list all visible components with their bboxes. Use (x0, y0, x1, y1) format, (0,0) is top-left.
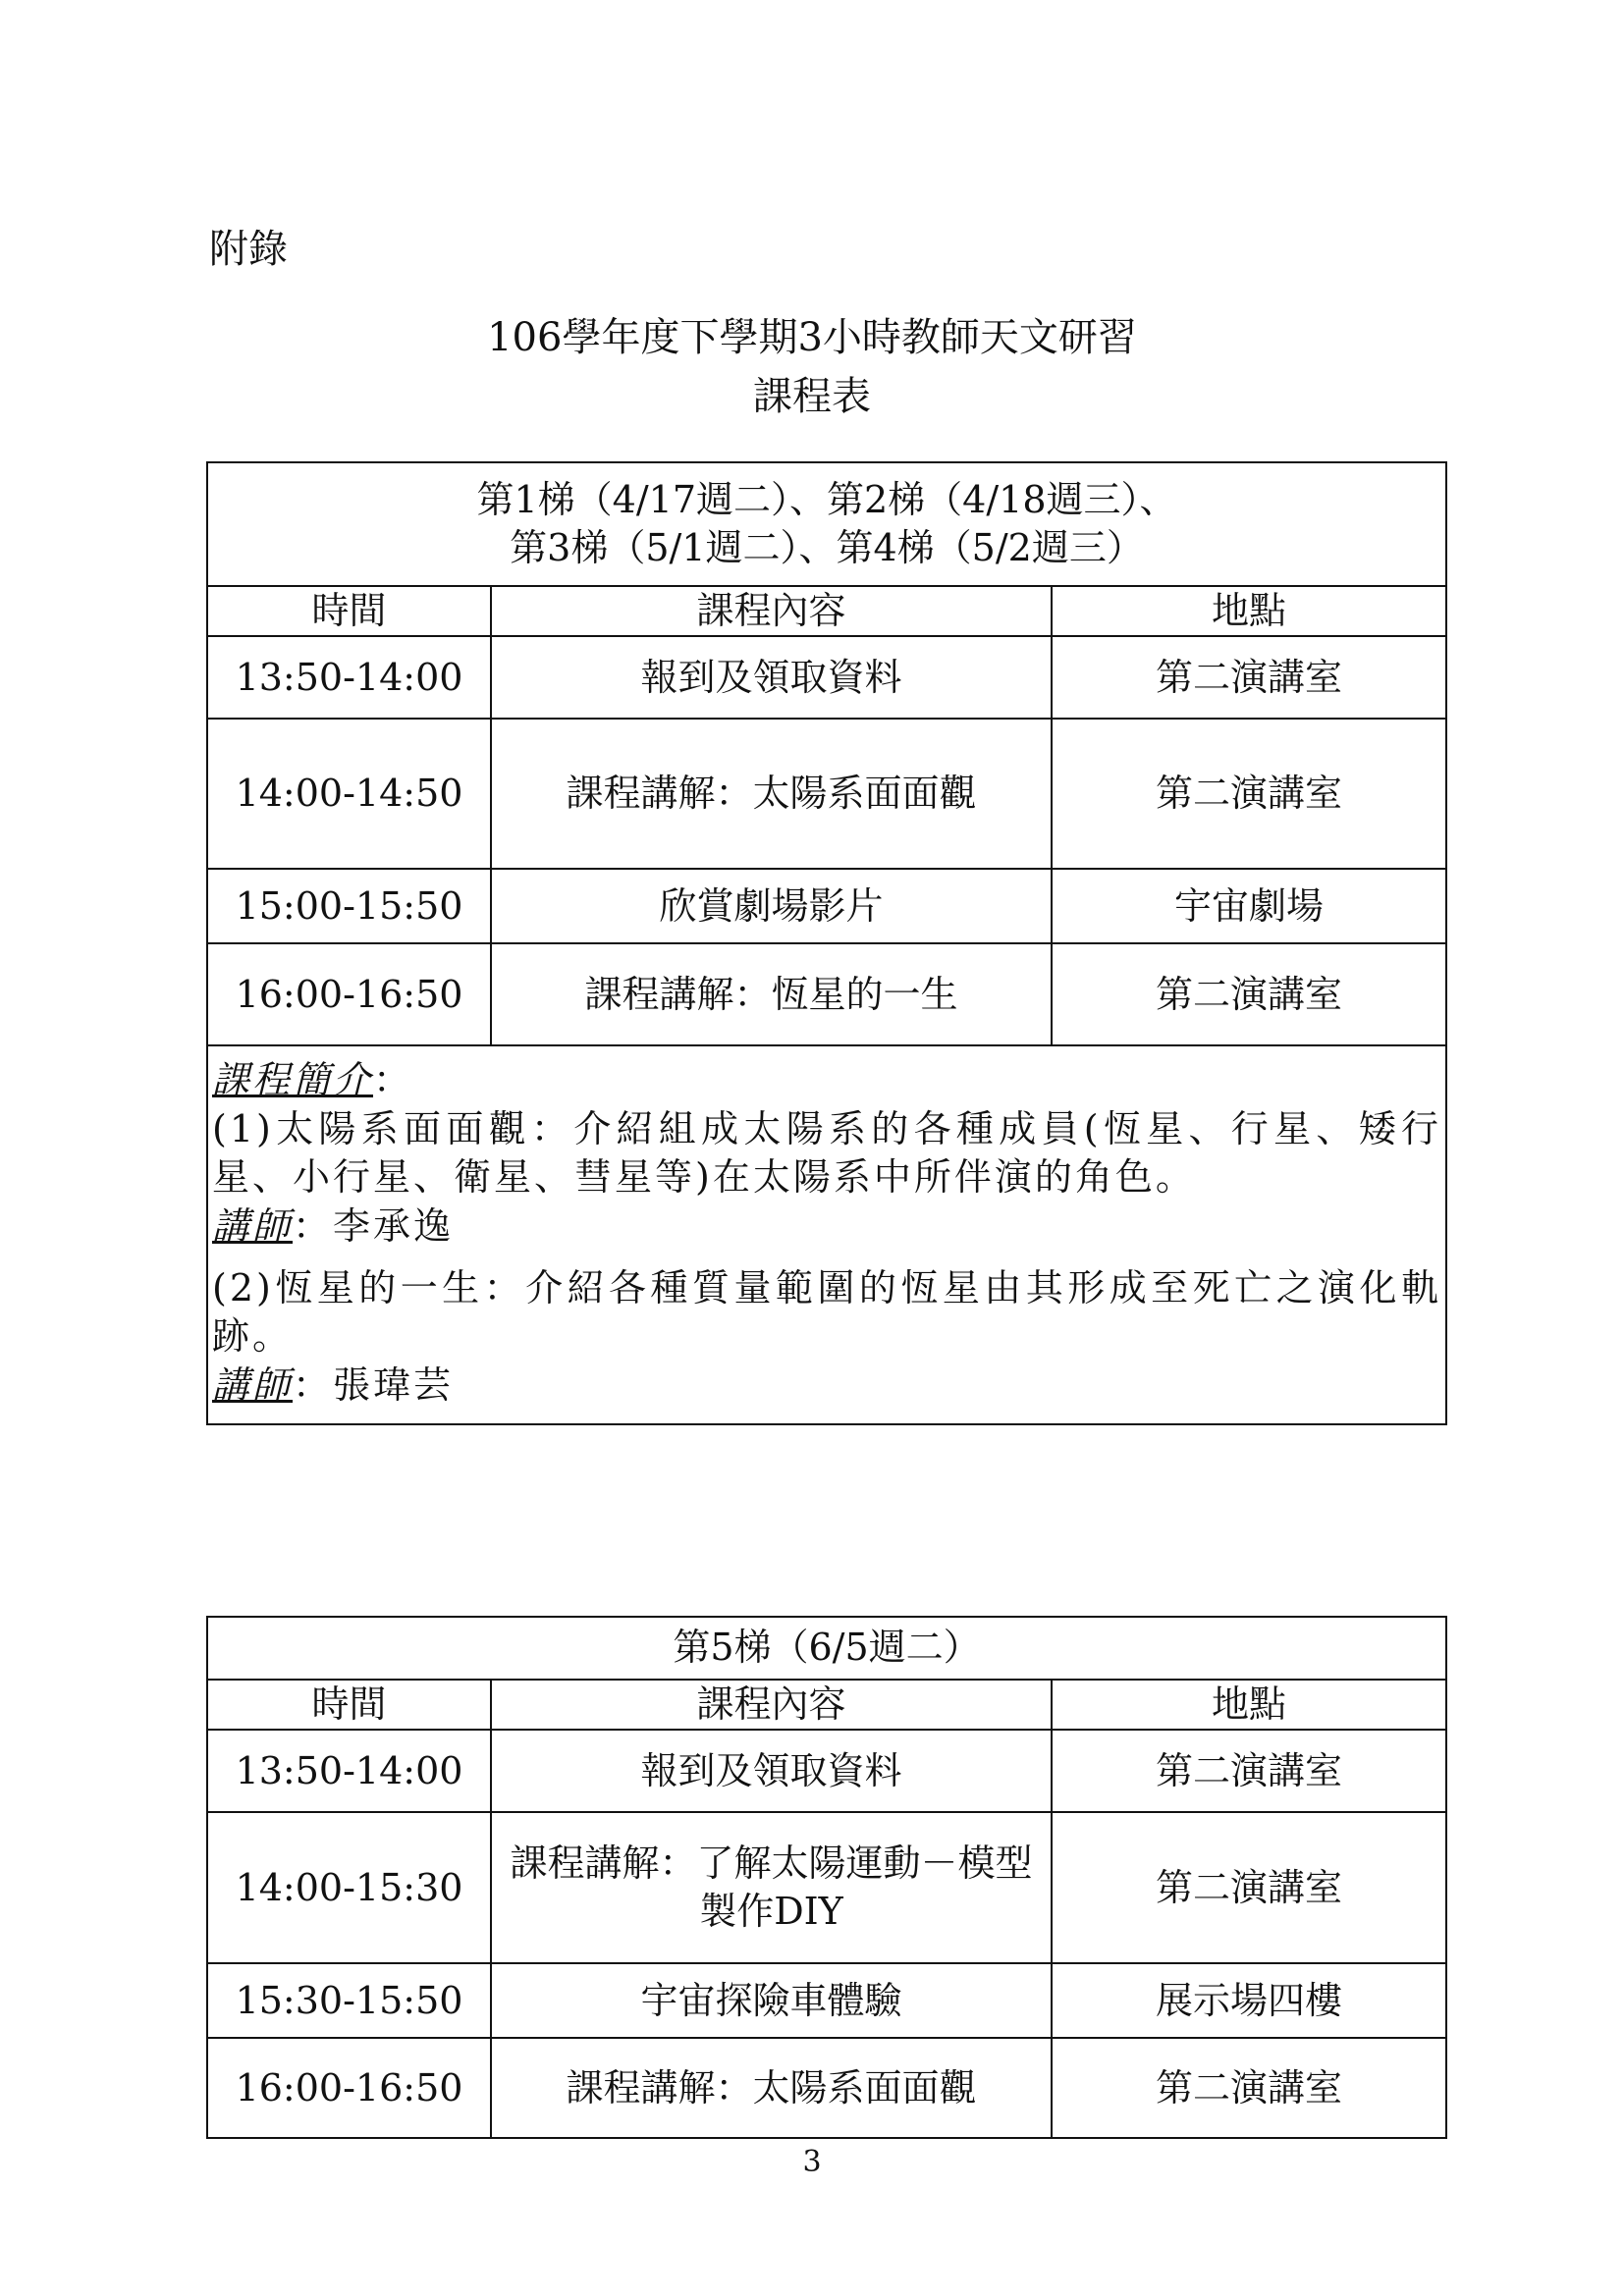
time-cell: 15:00-15:50 (207, 869, 491, 943)
appendix-label: 附錄 (209, 227, 288, 272)
session-header-line2: 第3梯（5/1週二）、第4梯（5/2週三） (510, 526, 1144, 569)
content-cell: 報到及領取資料 (491, 1730, 1052, 1812)
course-intro-row (207, 1045, 1446, 1424)
place-cell: 第二演講室 (1052, 1812, 1446, 1963)
time-cell: 13:50-14:00 (207, 636, 491, 719)
document-subtitle: 課程表 (753, 374, 871, 419)
intro-item-1: (1)太陽系面面觀：介紹組成太陽系的各種成員(恆星、行星、矮行星、小行星、衛星、彗星等)在太陽系中所伴演的角色。 (212, 1106, 1441, 1200)
content-line: 課程講解：了解太陽運動－模型 (510, 1842, 1033, 1885)
table-row (207, 636, 1446, 719)
table-row (207, 1812, 1446, 1963)
column-header-place: 地點 (1052, 586, 1446, 636)
place-cell: 宇宙劇場 (1052, 869, 1446, 943)
table-row (207, 719, 1446, 869)
place-cell: 第二演講室 (1052, 636, 1446, 719)
session-header-line1: 第1梯（4/17週二）、第2梯（4/18週三）、 (476, 477, 1177, 521)
content-cell: 課程講解：太陽系面面觀 (491, 2038, 1052, 2138)
column-header-row (207, 1680, 1446, 1730)
column-header-content: 課程內容 (491, 1680, 1052, 1730)
time-cell: 13:50-14:00 (207, 1730, 491, 1812)
content-cell: 課程講解：恆星的一生 (491, 943, 1052, 1045)
content-cell (491, 1812, 1052, 1963)
content-line: 製作DIY (699, 1890, 843, 1934)
document-title: 106學年度下學期3小時教師天文研習 (487, 315, 1137, 360)
time-cell: 16:00-16:50 (207, 943, 491, 1045)
column-header-row (207, 586, 1446, 636)
intro-colon: ： (373, 1058, 414, 1102)
page-number: 3 (802, 2145, 822, 2179)
session-header: 第5梯（6/5週二） (207, 1617, 1446, 1680)
column-header-content: 課程內容 (491, 586, 1052, 636)
table-header-row (207, 1617, 1446, 1680)
intro-item-2: (2)恆星的一生：介紹各種質量範圍的恆星由其形成至死亡之演化軌跡。 (212, 1265, 1441, 1359)
table-row (207, 1963, 1446, 2038)
place-cell: 第二演講室 (1052, 719, 1446, 869)
lecturer-name: ：李承逸 (293, 1203, 455, 1248)
table-row (207, 1730, 1446, 1812)
lecturer-name: ：張瑋芸 (293, 1362, 455, 1407)
place-cell: 第二演講室 (1052, 943, 1446, 1045)
place-cell: 第二演講室 (1052, 1730, 1446, 1812)
intro-label: 課程簡介 (212, 1058, 374, 1102)
table-row (207, 2038, 1446, 2138)
content-cell: 課程講解：太陽系面面觀 (491, 719, 1052, 869)
content-cell: 宇宙探險車體驗 (491, 1963, 1052, 2038)
schedule-table-1 (206, 461, 1447, 1425)
time-cell: 14:00-15:30 (207, 1812, 491, 1963)
table-row (207, 943, 1446, 1045)
place-cell: 第二演講室 (1052, 2038, 1446, 2138)
content-cell: 欣賞劇場影片 (491, 869, 1052, 943)
content-cell: 報到及領取資料 (491, 636, 1052, 719)
lecturer-label: 講師 (212, 1362, 294, 1407)
table-header-row (207, 462, 1446, 586)
column-header-place: 地點 (1052, 1680, 1446, 1730)
table-row (207, 869, 1446, 943)
time-cell: 15:30-15:50 (207, 1963, 491, 2038)
column-header-time: 時間 (207, 1680, 491, 1730)
time-cell: 14:00-14:50 (207, 719, 491, 869)
course-intro (207, 1045, 1446, 1424)
time-cell: 16:00-16:50 (207, 2038, 491, 2138)
session-header (207, 462, 1446, 586)
place-cell: 展示場四樓 (1052, 1963, 1446, 2038)
column-header-time: 時間 (207, 586, 491, 636)
lecturer-label: 講師 (212, 1203, 294, 1248)
schedule-table-2 (206, 1616, 1447, 2139)
